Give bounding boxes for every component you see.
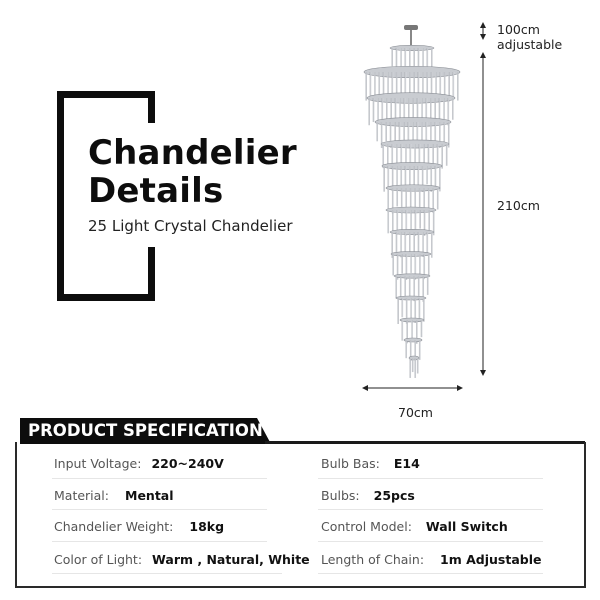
crystal-prism <box>431 48 433 69</box>
crystal-prism <box>396 188 398 206</box>
crystal-prism <box>453 72 455 97</box>
crystal-ring <box>367 93 455 104</box>
height-label: 210cm <box>497 198 540 213</box>
crystal-prism <box>411 320 413 339</box>
spec-label: Control Model: <box>321 519 412 534</box>
crystal-prism <box>443 122 445 142</box>
crystal-prism <box>370 72 372 97</box>
crystal-prism <box>435 166 437 186</box>
crystal-prism <box>435 72 437 94</box>
crystal-prism <box>412 98 414 119</box>
spec-label: Chandelier Weight: <box>54 519 174 534</box>
crystal-prism <box>365 72 367 101</box>
spec-bulb-base <box>321 456 420 471</box>
crystal-prism <box>401 254 403 273</box>
crystal-prism <box>452 98 454 120</box>
spec-value: 1m Adjustable <box>440 552 542 567</box>
spec-divider <box>52 573 282 574</box>
crystal-prism <box>414 188 416 210</box>
crystal-prism <box>423 298 425 322</box>
spec-divider <box>52 478 267 479</box>
chain-adjustable-label: adjustable <box>497 37 563 52</box>
crystal-ring <box>386 185 440 191</box>
spec-value: 25pcs <box>373 488 415 503</box>
crystal-prism <box>378 72 380 95</box>
spec-color-of-light <box>54 552 310 567</box>
spec-label: Length of Chain: <box>321 552 425 567</box>
crystal-prism <box>395 98 397 121</box>
spec-value: Warm , Natural, White <box>152 552 310 567</box>
crystal-prism <box>419 340 421 360</box>
spec-value: E14 <box>393 456 420 471</box>
spec-control-model <box>321 519 508 534</box>
crystal-prism <box>421 320 423 337</box>
crystal-prism <box>392 254 394 275</box>
crystal-ring <box>364 66 460 78</box>
width-label: 70cm <box>398 405 433 420</box>
crystal-prism <box>376 122 378 141</box>
crystal-prism <box>419 254 421 275</box>
title-line-2: Details <box>88 171 224 211</box>
spec-divider <box>52 509 267 510</box>
spec-label: Input Voltage: <box>54 456 142 471</box>
spec-label: Material: <box>54 488 109 503</box>
crystal-prism <box>401 210 403 232</box>
crystal-prism <box>418 276 420 297</box>
crystal-prism <box>441 144 443 169</box>
crystal-prism <box>396 232 398 252</box>
crystal-prism <box>457 72 459 101</box>
spec-divider <box>318 478 543 479</box>
crystal-prism <box>409 358 411 378</box>
crystal-prism <box>409 276 411 299</box>
frame-left-bar <box>57 91 64 301</box>
spec-value: Wall Switch <box>425 519 508 534</box>
crystal-prism <box>392 210 394 233</box>
crystal-prism <box>412 358 414 372</box>
crystal-prism <box>387 72 389 94</box>
width-dimension-arrow <box>360 382 465 394</box>
crystal-prism <box>410 254 412 273</box>
crystal-prism <box>405 340 407 358</box>
spec-label: Bulb Bas: <box>321 456 380 471</box>
spec-input-voltage <box>54 456 224 471</box>
crystal-prism <box>410 298 412 319</box>
crystal-prism <box>387 210 389 233</box>
crystal-prism <box>404 98 406 119</box>
crystal-prism <box>443 98 445 122</box>
spec-length-of-chain <box>321 552 541 567</box>
crystal-prism <box>428 254 430 277</box>
crystal-prism <box>385 122 387 141</box>
crystal-prism <box>383 166 385 192</box>
crystal-prism <box>419 210 421 229</box>
crystal-prism <box>395 276 397 298</box>
spec-material <box>54 488 174 503</box>
spec-divider <box>318 509 543 510</box>
crystal-prism <box>426 166 428 184</box>
crystal-ring <box>382 162 442 169</box>
chandelier-image <box>355 20 470 380</box>
crystal-tiers <box>364 45 460 378</box>
crystal-prism <box>435 122 437 140</box>
crystal-prism <box>418 166 420 186</box>
crystal-prism <box>388 166 390 187</box>
crystal-prism <box>414 358 416 378</box>
crystal-prism <box>368 98 370 125</box>
crystal-prism <box>405 232 407 254</box>
spec-value: Mental <box>125 488 174 503</box>
frame-right-bottom-bar <box>148 247 155 301</box>
page-subtitle: 25 Light Crystal Chandelier <box>88 217 293 235</box>
crystal-prism <box>426 72 428 96</box>
crystal-prism <box>402 320 404 341</box>
spec-divider <box>318 573 543 574</box>
crystal-prism <box>417 358 419 373</box>
title-line-1: Chandelier <box>88 133 297 173</box>
crystal-prism <box>387 188 389 208</box>
crystal-prism <box>396 72 398 96</box>
crystal-prism <box>426 122 428 142</box>
crystal-prism <box>414 144 416 164</box>
crystal-prism <box>373 98 375 122</box>
crystal-prism <box>397 298 399 324</box>
crystal-prism <box>405 188 407 208</box>
crystal-prism <box>391 48 393 66</box>
crystal-prism <box>446 144 448 166</box>
crystal-prism <box>394 122 396 143</box>
crystal-prism <box>427 232 429 253</box>
height-dimension-arrows <box>475 20 495 385</box>
chain-length-label: 100cm <box>497 22 540 37</box>
spec-heading: PRODUCT SPECIFICATION <box>28 421 263 440</box>
spec-divider <box>318 541 543 542</box>
spec-value: 18kg <box>189 519 225 534</box>
crystal-prism <box>437 188 439 209</box>
spec-divider <box>52 541 267 542</box>
crystal-prism <box>400 48 402 68</box>
crystal-prism <box>423 144 425 166</box>
page-title <box>88 134 297 210</box>
crystal-prism <box>405 144 407 163</box>
frame-right-top-bar <box>148 91 155 123</box>
frame-top-bar <box>57 91 155 98</box>
crystal-ring <box>394 274 430 278</box>
crystal-prism <box>387 144 389 166</box>
crystal-prism <box>410 210 412 230</box>
crystal-prism <box>396 144 398 165</box>
spec-label: Color of Light: <box>54 552 143 567</box>
crystal-prism <box>444 72 446 95</box>
crystal-prism <box>428 210 430 231</box>
crystal-prism <box>402 298 404 317</box>
frame-bottom-bar <box>57 294 155 301</box>
spec-chandelier-weight <box>54 519 224 534</box>
crystal-prism <box>427 276 429 295</box>
spec-bulbs <box>321 488 415 503</box>
spec-label: Bulbs: <box>321 488 360 503</box>
spec-value: 220~240V <box>151 456 224 471</box>
crystal-prism <box>419 298 421 321</box>
